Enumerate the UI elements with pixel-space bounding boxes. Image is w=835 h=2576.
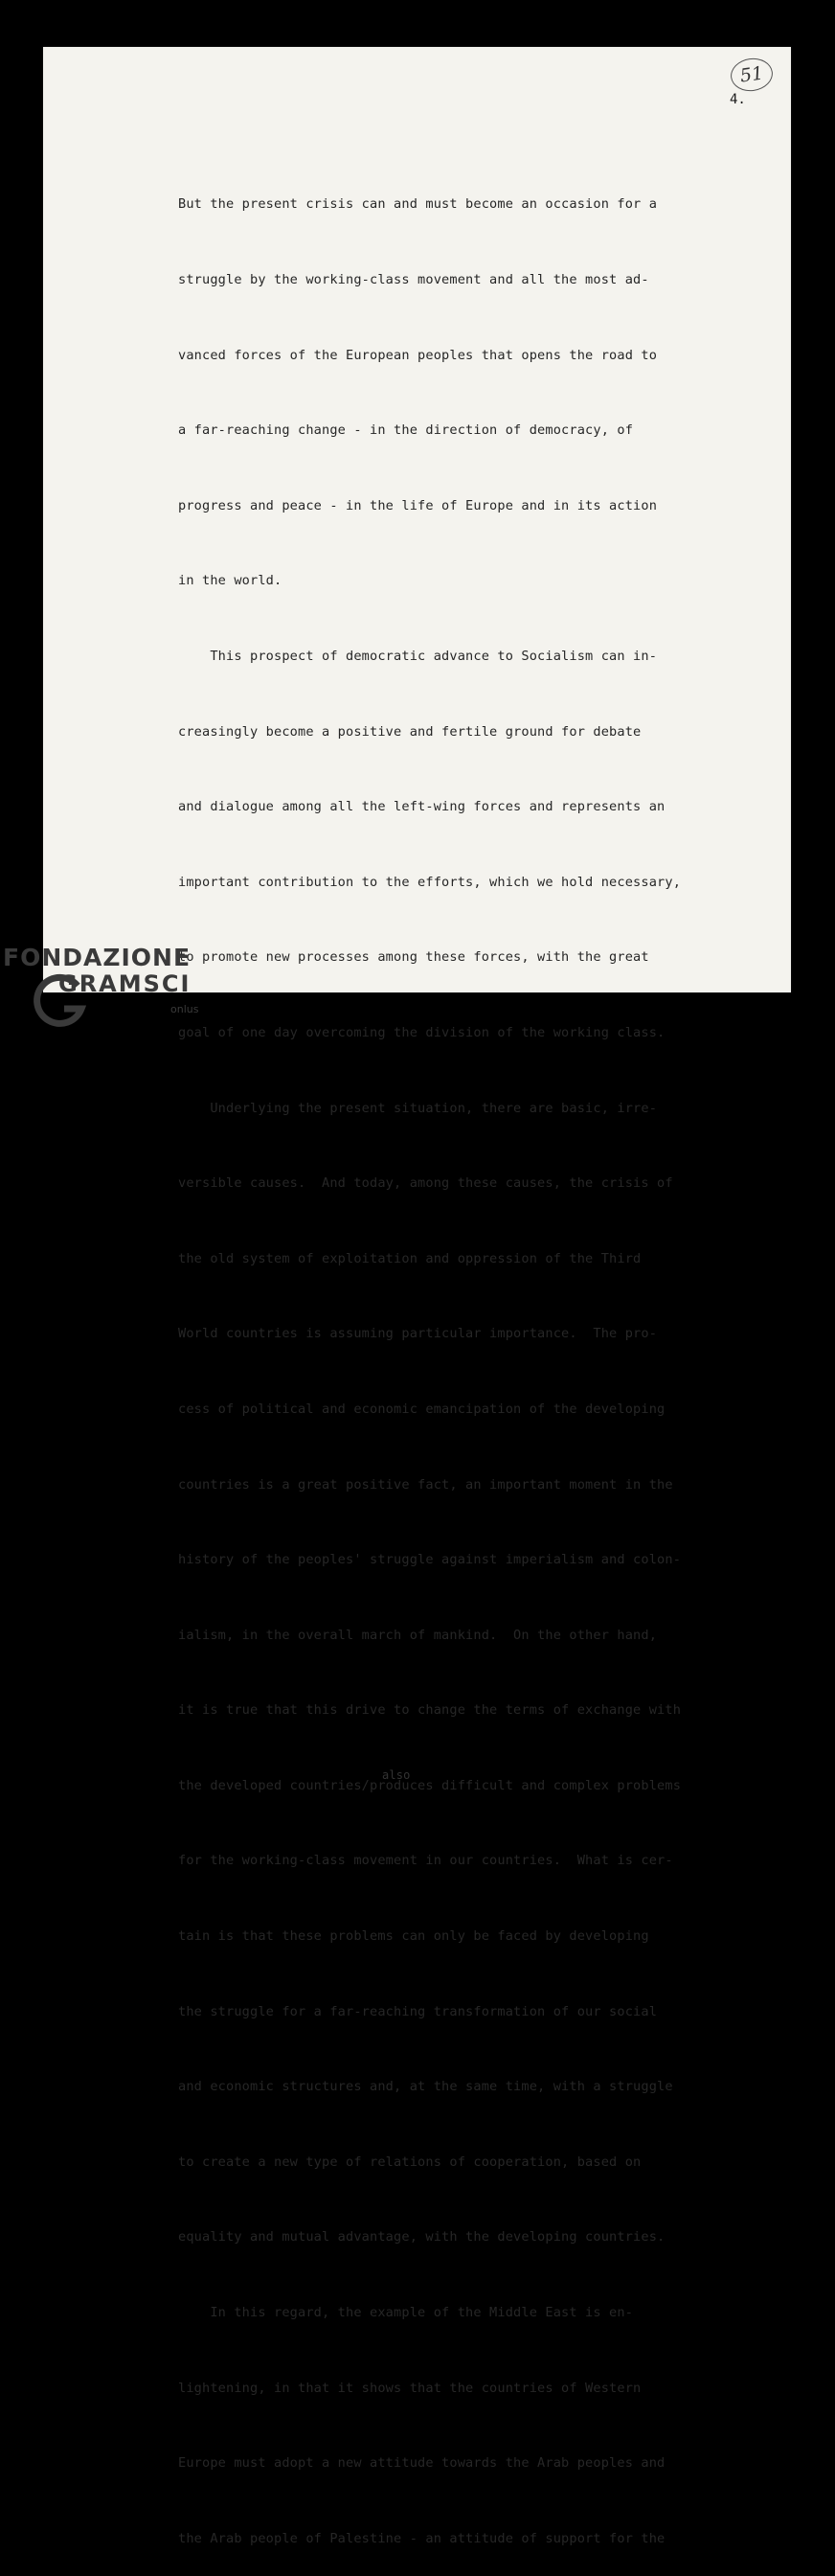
text-line: World countries is assuming particular importance. The pro-: [178, 1326, 658, 1342]
page-number: 4.: [730, 92, 746, 107]
watermark-line-1: FONDAZIONE: [3, 944, 192, 971]
text-line: it is true that this drive to change the terms of exchange with: [178, 1702, 682, 1719]
text-line: cess of political and economic emancipation of the developing: [178, 1401, 666, 1417]
text-line: vanced forces of the European peoples that opens the road to: [178, 347, 658, 363]
text-line: This prospect of democratic advance to Socialism can in-: [178, 648, 658, 664]
text-line: in the world.: [178, 573, 282, 589]
fondazione-gramsci-watermark: [3, 944, 209, 1035]
archive-stamp-number: 51: [729, 56, 775, 94]
text-line: equality and mutual advantage, with the developing countries.: [178, 2229, 666, 2245]
text-line: But the present crisis can and must become an occasion for a: [178, 196, 658, 213]
text-line: and economic structures and, at the same time, with a struggle: [178, 2079, 673, 2095]
text-line: a far-reaching change - in the direction of democracy, of: [178, 422, 634, 439]
text-line: Underlying the present situation, there are basic, irre-: [178, 1100, 658, 1116]
text-line: for the working-class movement in our countries. What is cer-: [178, 1853, 673, 1869]
text-line: and dialogue among all the left-wing forces and represents an: [178, 799, 666, 815]
text-line: to promote new processes among these forces, with the great: [178, 949, 649, 966]
watermark-line-3: onlus: [170, 1003, 199, 1015]
text-line: struggle by the working-class movement and all the most ad-: [178, 272, 649, 287]
text-line: history of the peoples' struggle against imperialism and colon-: [178, 1552, 682, 1568]
text-line: the developed countries/produces difficult and complex problems: [178, 1777, 682, 1793]
text-line: the old system of exploitation and oppression of the Third: [178, 1250, 642, 1266]
text-line: progress and peace - in the life of Europe and in its action: [178, 497, 658, 513]
text-line: ialism, in the overall march of mankind. On the other hand,: [178, 1627, 658, 1643]
text-line: countries is a great positive fact, an important moment in the: [178, 1476, 673, 1493]
text-line: important contribution to the efforts, which we hold necessary,: [178, 874, 682, 890]
text-line: the struggle for a far-reaching transformation of our social: [178, 2003, 658, 2019]
text-line-with-insertion: [178, 1767, 682, 1798]
text-line: the Arab people of Palestine - an attitude of support for the: [178, 2530, 666, 2546]
watermark-line-2: GRAMSCI: [58, 970, 192, 997]
interlinear-insertion: also: [382, 1767, 411, 1782]
text-line: creasingly become a positive and fertile ground for debate: [178, 723, 642, 740]
text-line: goal of one day overcoming the division of the working class.: [178, 1024, 666, 1040]
text-line: Europe must adopt a new attitude towards the Arab peoples and: [178, 2455, 666, 2472]
text-line: versible causes. And today, among these causes, the crisis of: [178, 1175, 673, 1192]
text-line: tain is that these problems can only be faced by developing: [178, 1928, 649, 1945]
text-line: to create a new type of relations of cooperation, based on: [178, 2154, 642, 2170]
body-text: [178, 142, 681, 2576]
text-line: In this regard, the example of the Middle East is en-: [178, 2305, 634, 2321]
text-line: lightening, in that it shows that the countries of Western: [178, 2380, 642, 2396]
